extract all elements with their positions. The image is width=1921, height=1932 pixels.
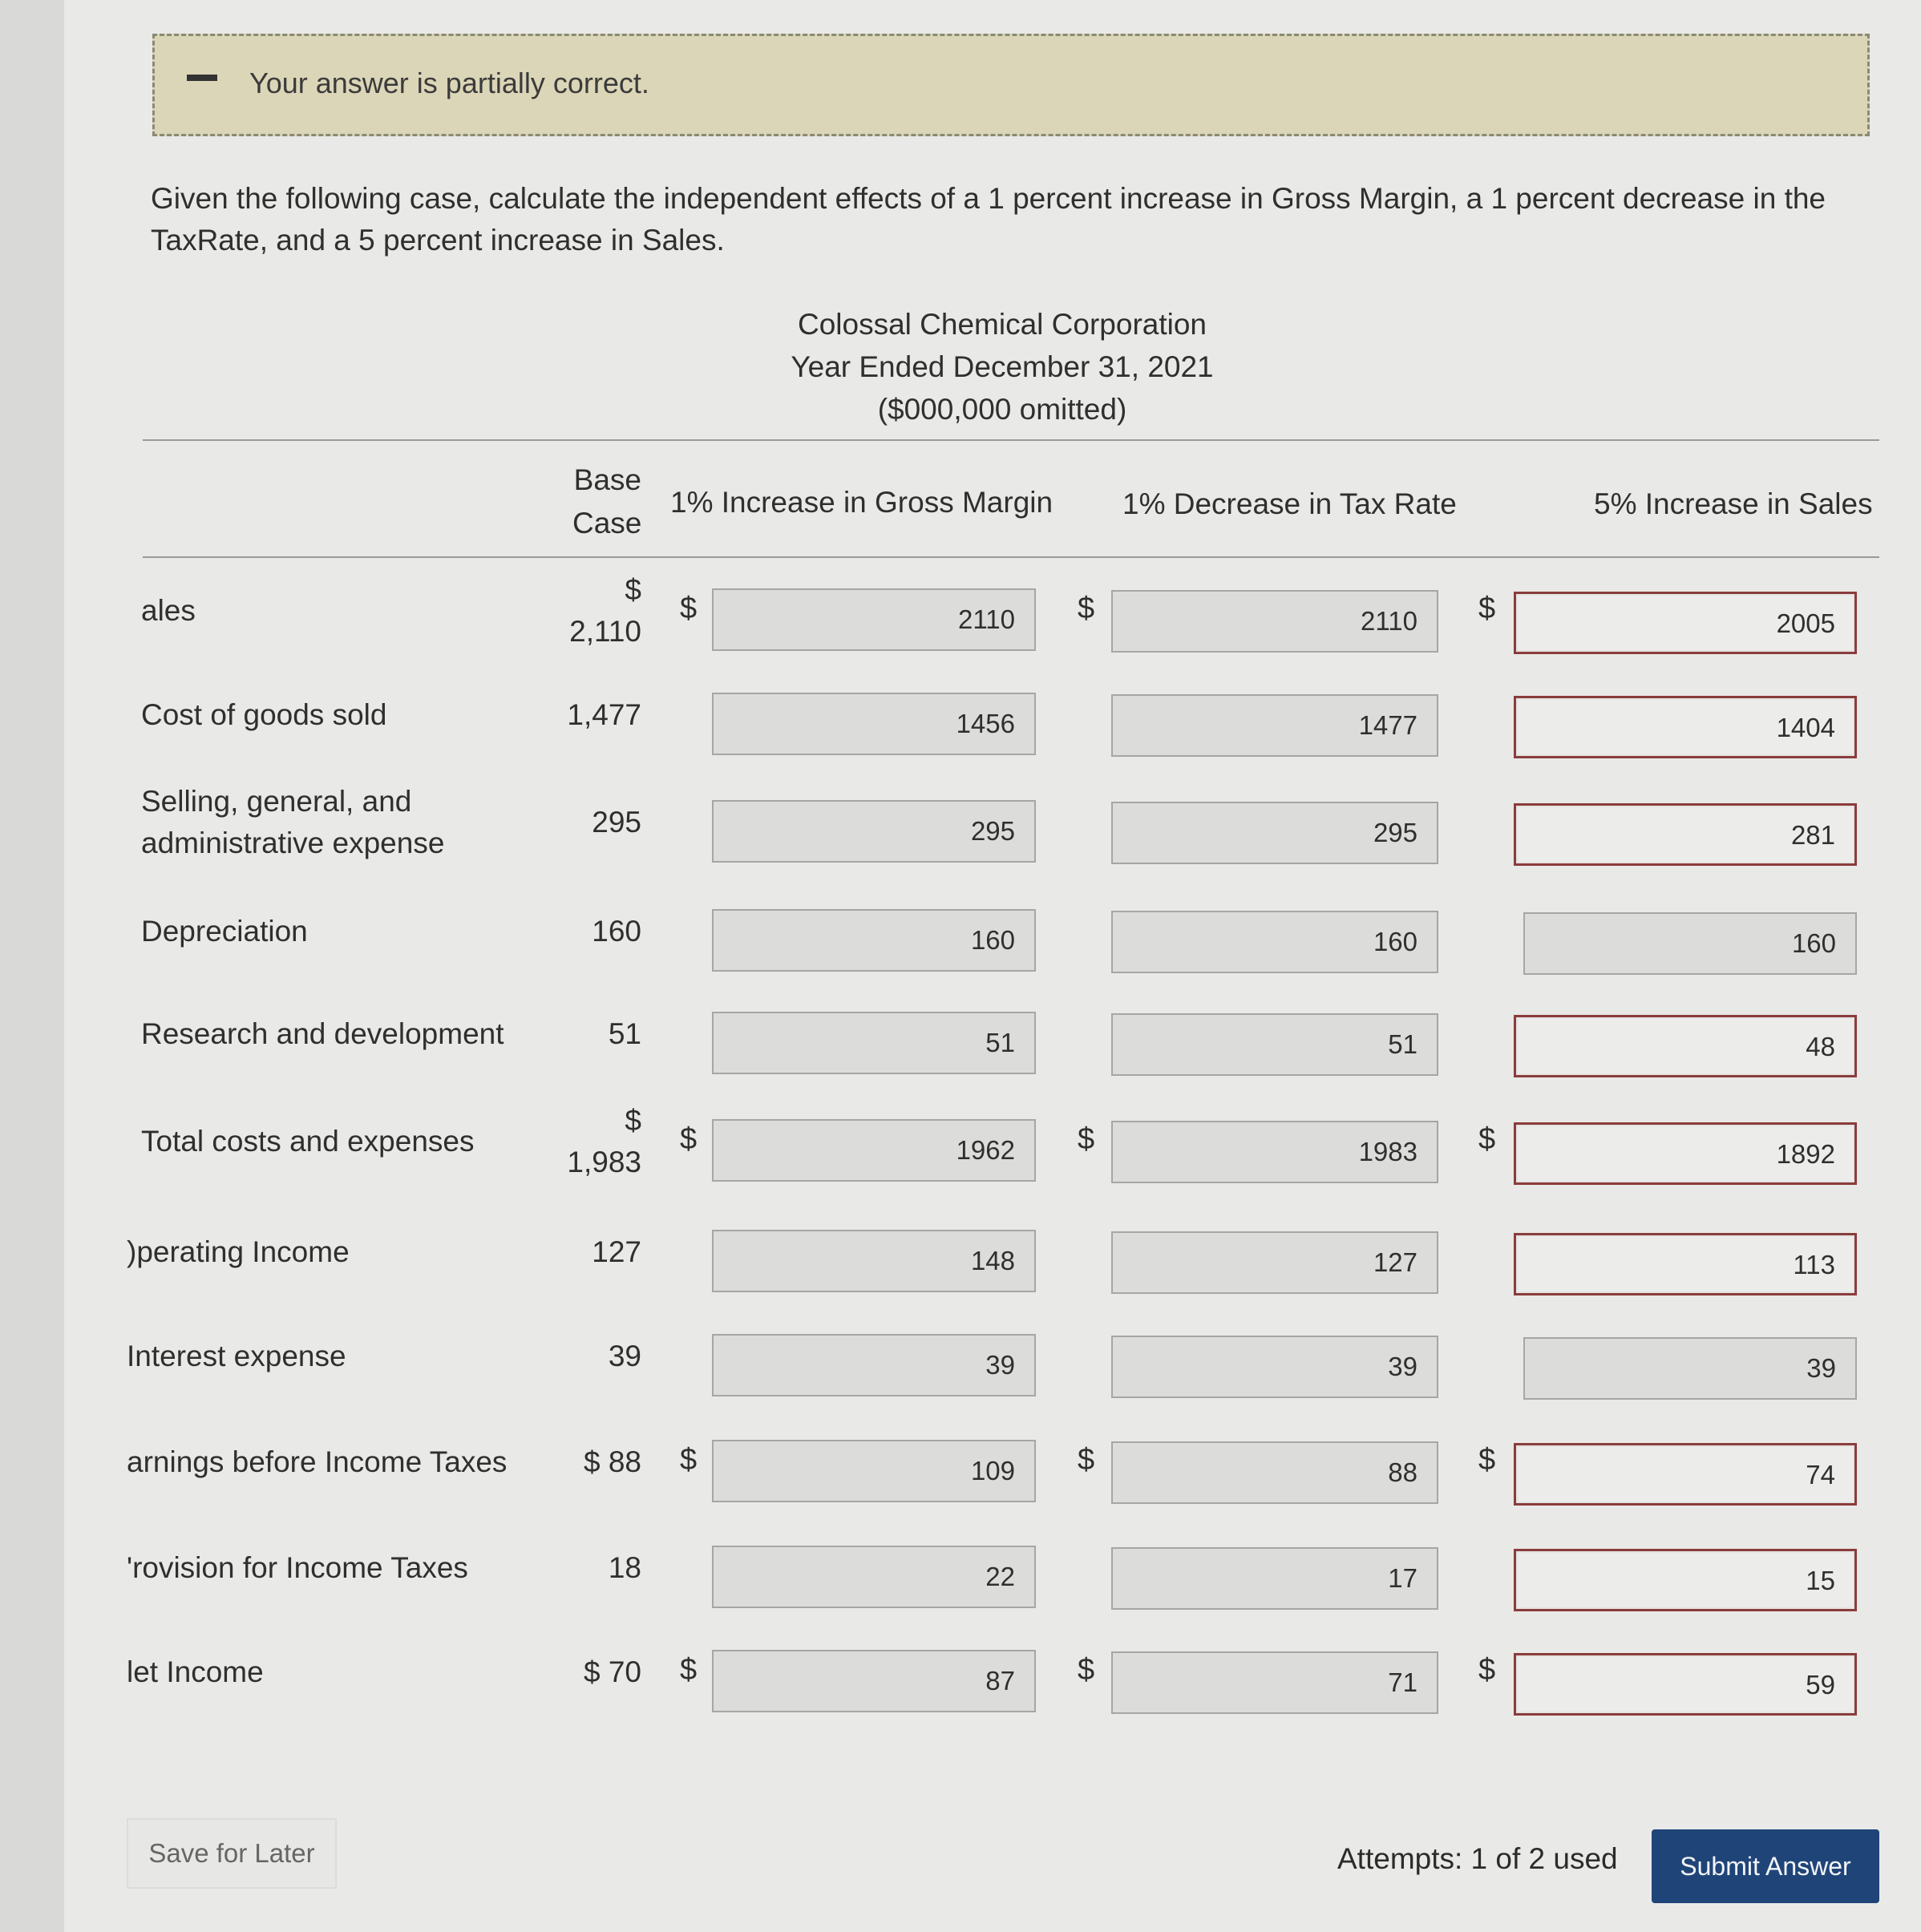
row-label: Research and development (141, 1017, 504, 1050)
column-header-sales: 5% Increase in Sales (1594, 487, 1873, 520)
gross-margin-input[interactable]: 1962 (712, 1119, 1036, 1182)
dollar-sign: $ (1478, 1653, 1496, 1687)
header-top-divider (143, 439, 1879, 441)
dollar-sign: $ (680, 1653, 698, 1687)
tax-rate-input[interactable]: 2110 (1111, 590, 1438, 653)
sales-increase-input[interactable]: 160 (1523, 912, 1857, 975)
statement-title (722, 303, 1283, 430)
save-for-later-button[interactable]: Save for Later (127, 1818, 337, 1889)
column-header-base: Base Case (572, 463, 642, 540)
tax-rate-input[interactable]: 1983 (1111, 1121, 1438, 1183)
tax-rate-input[interactable]: 39 (1111, 1336, 1438, 1398)
statement-units: ($000,000 omitted) (877, 393, 1127, 426)
sales-increase-input[interactable]: 39 (1523, 1337, 1857, 1400)
dollar-sign: $ (1478, 1122, 1496, 1156)
base-case-value: 51 (608, 1017, 641, 1050)
gross-margin-input[interactable]: 22 (712, 1546, 1036, 1608)
dollar-sign: $ (1478, 1443, 1496, 1477)
dollar-sign: $ (680, 1122, 698, 1156)
gross-margin-input[interactable]: 1456 (712, 693, 1036, 755)
dollar-sign: $ (1078, 1122, 1095, 1156)
base-case-value: 160 (592, 915, 641, 948)
row-label: Selling, general, and administrative expense (141, 785, 445, 859)
sales-increase-input[interactable]: 113 (1514, 1233, 1857, 1295)
tax-rate-input[interactable]: 88 (1111, 1441, 1438, 1504)
company-name: Colossal Chemical Corporation (798, 308, 1207, 341)
column-header-gross-margin: 1% Increase in Gross Margin (670, 486, 1054, 519)
base-case-value: $ 1,983 (567, 1104, 641, 1178)
dollar-sign: $ (1078, 1653, 1095, 1687)
tax-rate-input[interactable]: 127 (1111, 1231, 1438, 1294)
gross-margin-input[interactable]: 148 (712, 1230, 1036, 1292)
base-case-value: 39 (608, 1340, 641, 1372)
tax-rate-input[interactable]: 1477 (1111, 694, 1438, 757)
base-case-value: 127 (592, 1235, 641, 1268)
header-bottom-divider (143, 556, 1879, 558)
tax-rate-input[interactable]: 17 (1111, 1547, 1438, 1610)
tax-rate-input[interactable]: 71 (1111, 1651, 1438, 1714)
row-label: Depreciation (141, 915, 308, 948)
row-label: 'rovision for Income Taxes (127, 1551, 468, 1584)
tax-rate-input[interactable]: 295 (1111, 802, 1438, 864)
sales-increase-input[interactable]: 74 (1514, 1443, 1857, 1506)
dollar-sign: $ (1078, 592, 1095, 625)
dollar-sign: $ (680, 1443, 698, 1477)
sales-increase-input[interactable]: 59 (1514, 1653, 1857, 1716)
sales-increase-input[interactable]: 48 (1514, 1015, 1857, 1077)
base-case-value: 18 (608, 1551, 641, 1584)
base-case-value: $ 70 (583, 1655, 641, 1688)
row-label: let Income (127, 1655, 264, 1688)
base-case-value: $ 88 (583, 1445, 641, 1478)
gross-margin-input[interactable]: 87 (712, 1650, 1036, 1712)
statement-period: Year Ended December 31, 2021 (791, 350, 1214, 383)
base-case-value: 295 (592, 806, 641, 839)
question-text: Given the following case, calculate the independent effects of a 1 percent increase in Gross Margin, a 1 percent decrease in the TaxRate, and a 5 percent increase in Sales. (151, 182, 1826, 257)
row-label: ales (141, 594, 196, 627)
row-label: Cost of goods sold (141, 698, 387, 731)
gross-margin-input[interactable]: 2110 (712, 588, 1036, 651)
base-case-value: 1,477 (567, 698, 641, 731)
sales-increase-input[interactable]: 1892 (1514, 1122, 1857, 1185)
tax-rate-input[interactable]: 160 (1111, 911, 1438, 973)
sales-increase-input[interactable]: 2005 (1514, 592, 1857, 654)
sales-increase-input[interactable]: 281 (1514, 803, 1857, 866)
gross-margin-input[interactable]: 51 (712, 1012, 1036, 1074)
attempts-counter: Attempts: 1 of 2 used (1337, 1842, 1618, 1875)
sales-increase-input[interactable]: 15 (1514, 1549, 1857, 1611)
gross-margin-input[interactable]: 39 (712, 1334, 1036, 1396)
row-label: Interest expense (127, 1340, 346, 1372)
partial-indicator-icon (187, 75, 217, 81)
row-label: arnings before Income Taxes (127, 1445, 508, 1478)
base-case-value: $ 2,110 (569, 573, 641, 648)
row-label: )perating Income (127, 1235, 350, 1268)
feedback-message: Your answer is partially correct. (249, 67, 649, 99)
feedback-banner (152, 34, 1870, 136)
tax-rate-input[interactable]: 51 (1111, 1013, 1438, 1076)
dollar-sign: $ (680, 592, 698, 625)
gross-margin-input[interactable]: 109 (712, 1440, 1036, 1502)
gross-margin-input[interactable]: 160 (712, 909, 1036, 972)
dollar-sign: $ (1478, 592, 1496, 625)
submit-answer-button[interactable]: Submit Answer (1652, 1829, 1879, 1903)
column-header-tax-rate: 1% Decrease in Tax Rate (1122, 487, 1457, 520)
gross-margin-input[interactable]: 295 (712, 800, 1036, 863)
row-label: Total costs and expenses (141, 1125, 475, 1158)
sales-increase-input[interactable]: 1404 (1514, 696, 1857, 758)
dollar-sign: $ (1078, 1443, 1095, 1477)
